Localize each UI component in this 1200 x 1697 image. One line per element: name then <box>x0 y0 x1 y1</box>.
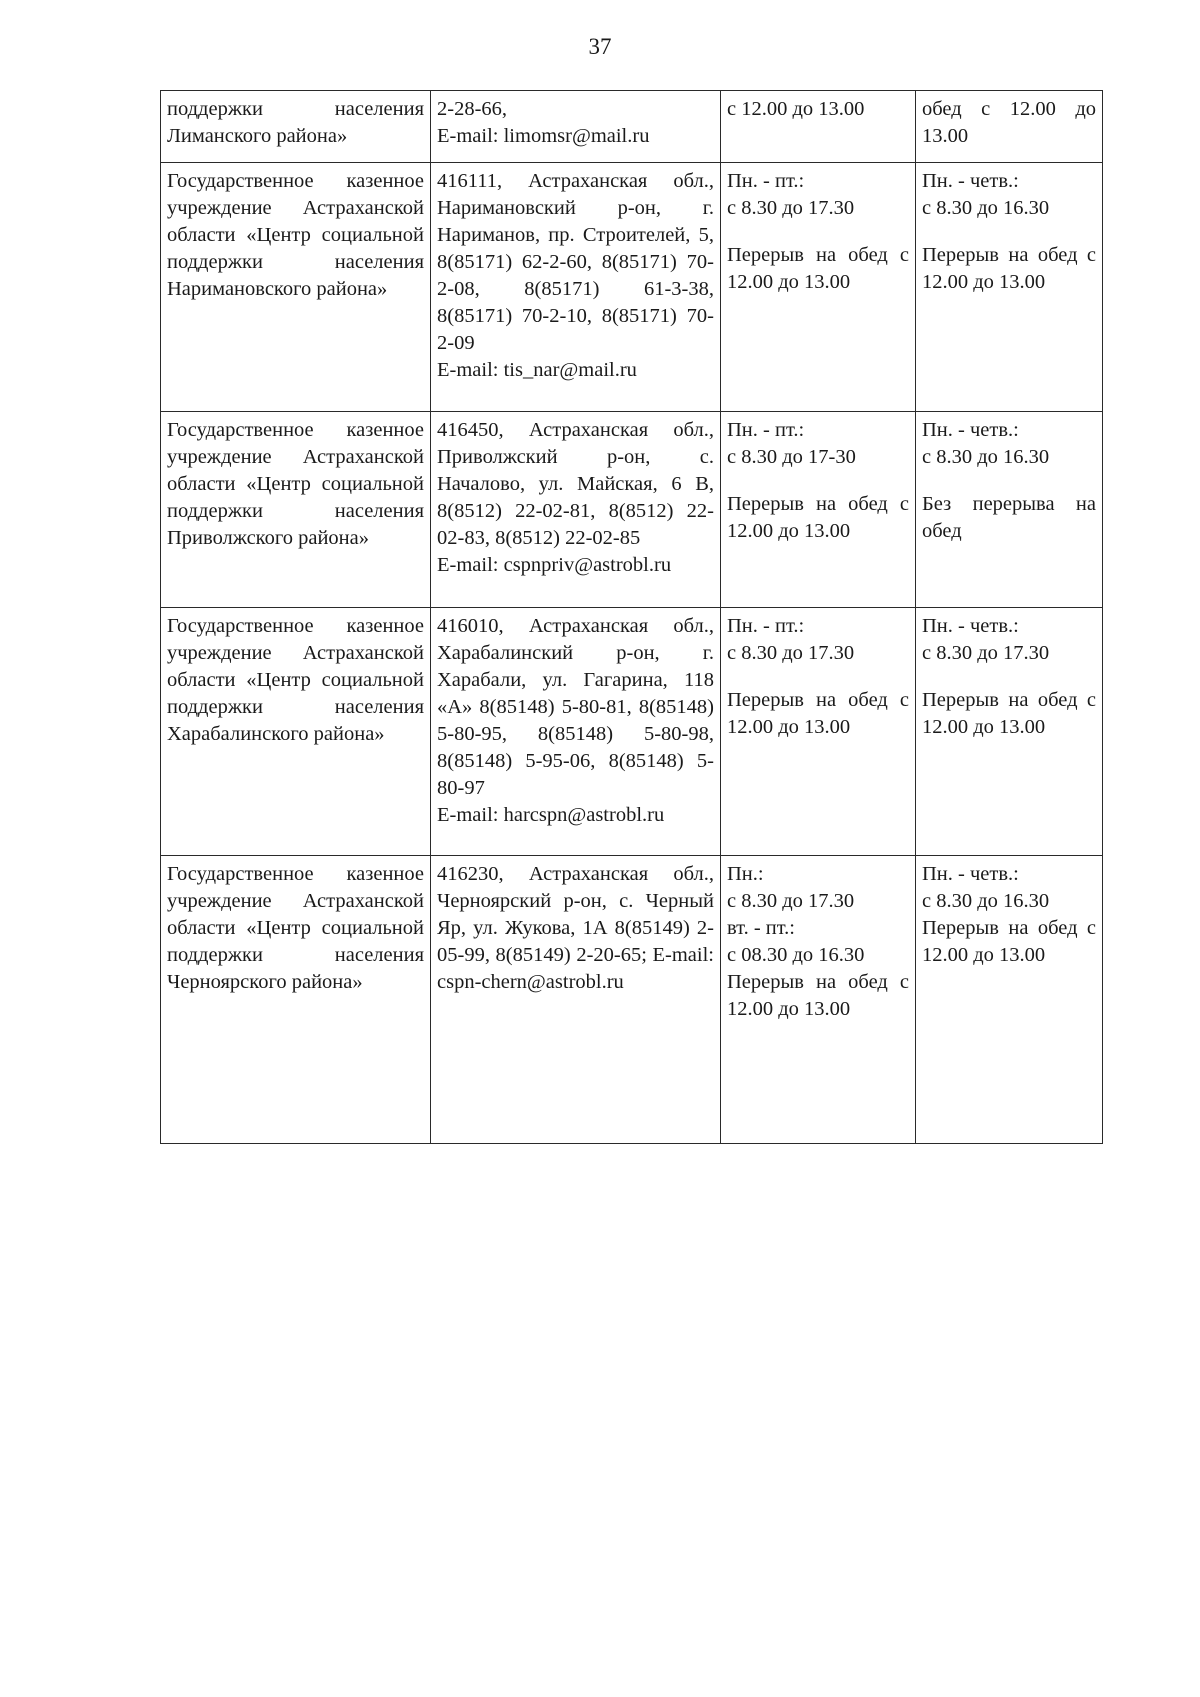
contacts-cell <box>431 91 721 163</box>
lunch-break-text: обед с 12.00 до 13.00 <box>922 98 1096 147</box>
page-number: 37 <box>588 34 612 59</box>
email-text: E-mail: limomsr@mail.ru <box>437 125 650 147</box>
contacts-cell <box>431 856 721 1144</box>
lunch-break-text: Перерыв на обед с 12.00 до 13.00 <box>727 244 909 293</box>
table-row <box>161 91 1103 163</box>
contacts-cell <box>431 412 721 608</box>
org-name-cell: поддержки населения Лиманского района» <box>161 91 431 163</box>
work-hours-text: с 8.30 до 17.30 <box>922 642 1050 664</box>
org-name-cell: Государственное казенное учреждение Астраханской области «Центр социальной поддержки населения Харабалинского района» <box>161 608 431 856</box>
weekdays-label: Пн. - четв.: <box>922 863 1019 885</box>
lunch-break-text: Перерыв на обед с 12.00 до 13.00 <box>727 493 909 542</box>
org-name-cell: Государственное казенное учреждение Астраханской области «Центр социальной поддержки населения Наримановского района» <box>161 163 431 412</box>
weekdays-label: Пн. - четв.: <box>922 419 1019 441</box>
weekdays-label: Пн. - пт.: <box>727 419 805 441</box>
monday-label: Пн.: <box>727 863 764 885</box>
table-row <box>161 163 1103 412</box>
weekdays-label: Пн. - четв.: <box>922 615 1019 637</box>
extra-hours-cell <box>916 608 1103 856</box>
lunch-break-text: Перерыв на обед с 12.00 до 13.00 <box>922 244 1096 293</box>
email-text: E-mail: harcspn@astrobl.ru <box>437 804 665 826</box>
work-hours-text: с 08.30 до 16.30 <box>727 944 865 966</box>
lunch-break-text: Без перерыва на обед <box>922 493 1096 542</box>
lunch-break-text: Перерыв на обед с 12.00 до 13.00 <box>727 689 909 738</box>
org-name-cell: Государственное казенное учреждение Астраханской области «Центр социальной поддержки населения Приволжского района» <box>161 412 431 608</box>
email-text: E-mail: cspnpriv@astrobl.ru <box>437 554 672 576</box>
work-hours-text: с 8.30 до 16.30 <box>922 197 1050 219</box>
extra-hours-cell <box>916 412 1103 608</box>
work-hours-text: с 8.30 до 16.30 <box>922 890 1050 912</box>
address-phones-email-text: 416230, Астраханская обл., Черноярский р-он, с. Черный Яр, ул. Жукова, 1А 8(85149) 2-05-99, 8(85149) 2-20-65; E-mail: cspn-chern@astrobl.ru <box>437 863 714 993</box>
hours-cell <box>721 163 916 412</box>
weekdays-label: Пн. - пт.: <box>727 170 805 192</box>
work-hours-text: с 8.30 до 17.30 <box>727 890 855 912</box>
address-phones-text: 416111, Астраханская обл., Наримановский р-он, г. Нариманов, пр. Строителей, 5, 8(85171) 62-2-60, 8(85171) 70-2-08, 8(85171) 61-3-38, 8(85171) 70-2-10, 8(85171) 70-2-09 <box>437 170 714 354</box>
weekdays-label: Пн. - четв.: <box>922 170 1019 192</box>
hours-cell <box>721 608 916 856</box>
extra-hours-cell <box>916 163 1103 412</box>
email-text: E-mail: tis_nar@mail.ru <box>437 359 637 381</box>
work-hours-text: с 8.30 до 16.30 <box>922 446 1050 468</box>
lunch-break-text: с 12.00 до 13.00 <box>727 98 865 120</box>
table-row <box>161 608 1103 856</box>
extra-hours-cell <box>916 856 1103 1144</box>
address-phones-text: 416450, Астраханская обл., Приволжский р-он, с. Началово, ул. Майская, 6 В, 8(8512) 22-02-81, 8(8512) 22-02-83, 8(8512) 22-02-85 <box>437 419 714 549</box>
hours-cell <box>721 91 916 163</box>
extra-hours-cell <box>916 91 1103 163</box>
org-name-cell: Государственное казенное учреждение Астраханской области «Центр социальной поддержки населения Черноярского района» <box>161 856 431 1144</box>
work-hours-text: с 8.30 до 17.30 <box>727 642 855 664</box>
lunch-break-text: Перерыв на обед с 12.00 до 13.00 <box>922 689 1096 738</box>
lunch-break-text: Перерыв на обед с 12.00 до 13.00 <box>727 971 909 1020</box>
contacts-cell <box>431 163 721 412</box>
table-row <box>161 412 1103 608</box>
hours-cell <box>721 856 916 1144</box>
social-support-centers-table <box>160 90 1103 1144</box>
phone-text: 2-28-66, <box>437 98 508 120</box>
lunch-break-text: Перерыв на обед с 12.00 до 13.00 <box>922 917 1096 966</box>
contacts-cell <box>431 608 721 856</box>
address-phones-text: 416010, Астраханская обл., Харабалинский р-он, г. Харабали, ул. Гагарина, 118 «А» 8(85148) 5-80-81, 8(85148) 5-80-95, 8(85148) 5-80-98, 8(85148) 5-95-06, 8(85148) 5-80-97 <box>437 615 714 799</box>
table-row <box>161 856 1103 1144</box>
weekdays-label: Пн. - пт.: <box>727 615 805 637</box>
work-hours-text: с 8.30 до 17-30 <box>727 446 856 468</box>
weekdays-label: вт. - пт.: <box>727 917 795 939</box>
work-hours-text: с 8.30 до 17.30 <box>727 197 855 219</box>
hours-cell <box>721 412 916 608</box>
